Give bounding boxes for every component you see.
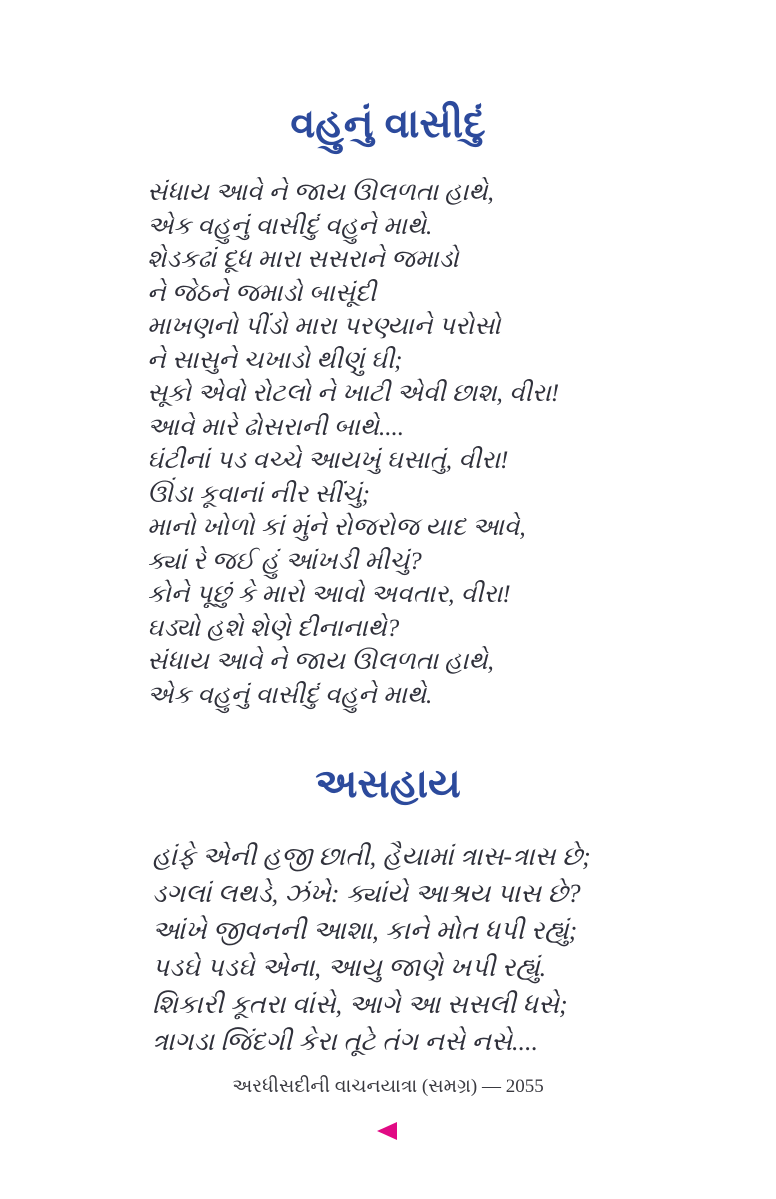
poem-line: શિકારી કૂતરા વાંસે, આગે આ સસલી ધસે; <box>152 990 568 1019</box>
poem-line: કોને પૂછું કે મારો આવો અવતાર, વીરા! <box>147 581 511 608</box>
poem-line: આંખે જીવનની આશા, કાને મોત ધપી રહ્યું; <box>152 916 578 945</box>
poem-line: પડઘે પડઘે એના, આયુ જાણે ખપી રહ્યું. <box>152 953 547 982</box>
poem-line: હાંફે એની હજી છાતી, હૈયામાં ત્રાસ-ત્રાસ છે; <box>152 842 591 871</box>
poem-title-asahay: અસહાય <box>315 762 461 806</box>
poem-line: ને સાસુને ચખાડો થીણું ઘી; <box>147 346 403 374</box>
poem-line: સંધાય આવે ને જાય ઊલળતા હાથે, <box>147 648 494 675</box>
poem-line: ડગલાં લથડે, ઝંખે: ક્યાંયે આશ્રય પાસ છે? <box>152 879 581 908</box>
poem-line: ઘડ્યો હશે શેણે દીનાનાથે? <box>147 614 400 642</box>
poem-line: સૂકો એવો રોટલો ને ખાટી એવી છાશ, વીરા! <box>147 380 560 407</box>
poem-body-1 <box>147 176 559 712</box>
poem-title-vahunu-vasidu: વહુનું વાસીદું <box>290 102 486 146</box>
poem-line: શેડકઢાં દૂધ મારા સસરાને જમાડો <box>147 246 459 273</box>
poem-line: ત્રાગડા જિંદગી કેરા તૂટે તંગ નસે નસે.... <box>152 1027 539 1056</box>
poem-line: ક્યાં રે જઈ હું આંખડી મીચું? <box>147 547 422 575</box>
poem-line: એક વહુનું વાસીદું વહુને માથે. <box>147 681 433 709</box>
previous-page-triangle-icon[interactable] <box>377 1122 397 1140</box>
poem-line: એક વહુનું વાસીદું વહુને માથે. <box>147 212 433 240</box>
poem-line: ઘંટીનાં પડ વચ્ચે આયખું ઘસાતું, વીરા! <box>147 447 509 474</box>
poem-line: આવે મારે ઢોસરાની બાથે.... <box>147 413 404 441</box>
poem-line: માનો ખોળો કાં મુંને રોજરોજ યાદ આવે, <box>147 514 526 541</box>
poem-line: સંધાય આવે ને જાય ઊલળતા હાથે, <box>147 179 494 206</box>
poem-body-2 <box>152 838 591 1060</box>
poem-line: ઊંડા કૂવાનાં નીર સીંચું; <box>147 480 370 508</box>
book-footer-caption: અરધીસદીની વાચનયાત્રા (સમગ્ર) — 2055 <box>232 1076 544 1097</box>
poem-line: માખણનો પીંડો મારા પરણ્યાને પરોસો <box>147 313 501 340</box>
poem-line: ને જેઠને જમાડો બાસૂંદી <box>147 279 377 307</box>
